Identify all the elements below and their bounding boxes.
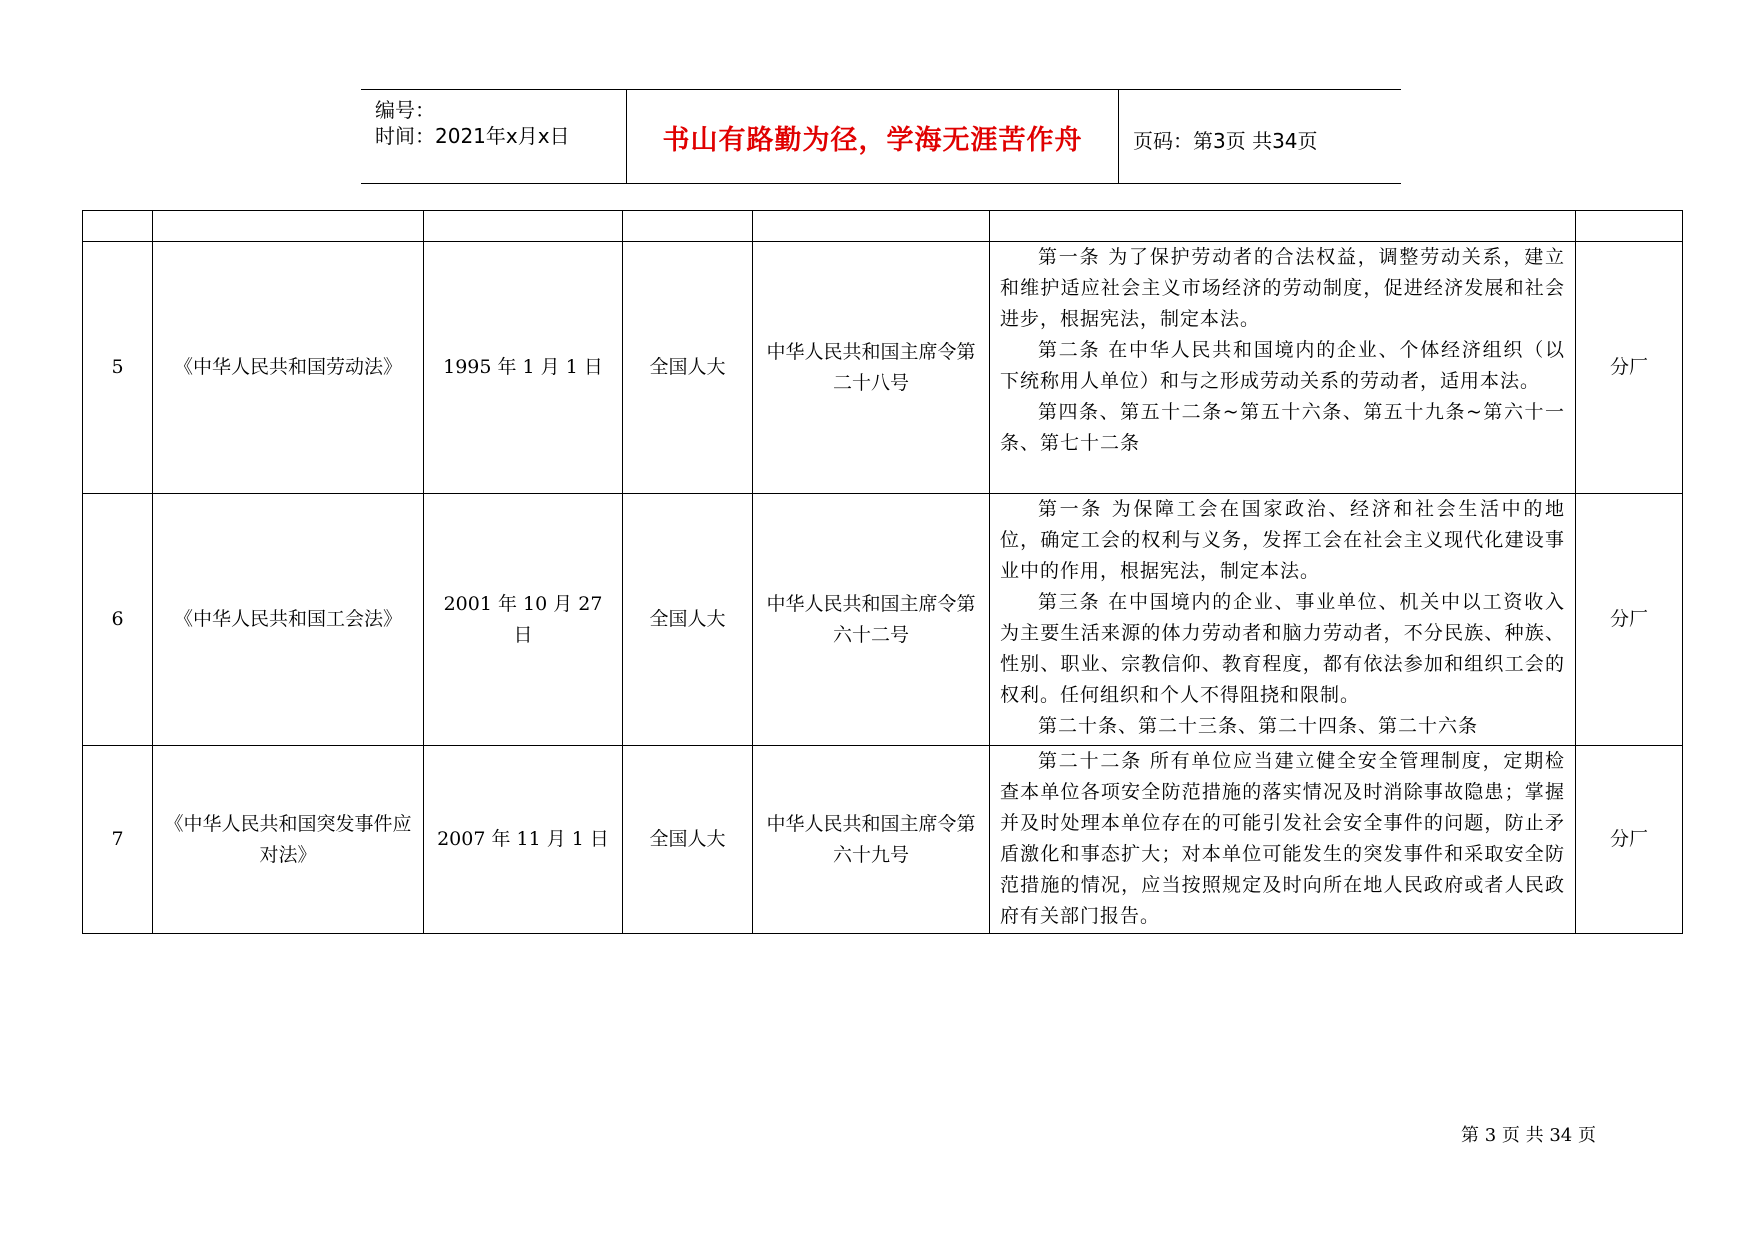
table-header-cell bbox=[153, 211, 424, 242]
table-header-cell bbox=[753, 211, 990, 242]
table-row bbox=[83, 746, 1683, 934]
clause-content bbox=[990, 494, 1576, 746]
header-slogan: 书山有路勤为径，学海无涯苦作舟 bbox=[662, 125, 1083, 156]
clause-paragraph: 第一条 为保障工会在国家政治、经济和社会生活中的地位，确定工会的权利与义务，发挥工会在社会主义现代化建设事业中的作用，根据宪法，制定本法。 bbox=[1000, 498, 1565, 582]
clause-content bbox=[990, 746, 1576, 934]
clause-paragraph: 第一条 为了保护劳动者的合法权益，调整劳动关系，建立和维护适应社会主义市场经济的劳动制度，促进经济发展和社会进步，根据宪法，制定本法。 bbox=[1000, 246, 1565, 330]
page-footer: 第 3 页 共 34 页 bbox=[1461, 1125, 1596, 1146]
applicable-department: 分厂 bbox=[1576, 494, 1683, 746]
applicable-department: 分厂 bbox=[1576, 242, 1683, 494]
clause-paragraph: 第二十条、第二十三条、第二十四条、第二十六条 bbox=[1038, 715, 1479, 737]
clause-paragraph: 第三条 在中国境内的企业、事业单位、机关中以工资收入为主要生活来源的体力劳动者和脑力劳动者，不分民族、种族、性别、职业、宗教信仰、教育程度，都有依法参加和组织工会的权利。任何组织和个人不得阻挠和限制。 bbox=[1000, 591, 1565, 706]
table-header-cell bbox=[1576, 211, 1683, 242]
decree-number: 中华人民共和国主席令第六十二号 bbox=[753, 494, 990, 746]
row-number: 7 bbox=[83, 746, 153, 934]
issuing-body: 全国人大 bbox=[623, 242, 753, 494]
table-header-cell bbox=[623, 211, 753, 242]
effective-date: 2007 年 11 月 1 日 bbox=[424, 746, 623, 934]
table-row bbox=[83, 494, 1683, 746]
table-header-cell bbox=[990, 211, 1576, 242]
law-name: 《中华人民共和国突发事件应对法》 bbox=[153, 746, 424, 934]
row-number: 5 bbox=[83, 242, 153, 494]
effective-date: 1995 年 1 月 1 日 bbox=[424, 242, 623, 494]
clause-paragraph: 第二十二条 所有单位应当建立健全安全管理制度，定期检查本单位各项安全防范措施的落实情况及时消除事故隐患；掌握并及时处理本单位存在的可能引发社会安全事件的问题，防止矛盾激化和事态扩大；对本单位可能发生的突发事件和采取安全防范措施的情况，应当按照规定及时向所在地人民政府或者人民政府有关部门报告。 bbox=[1000, 750, 1565, 927]
header-page-cell bbox=[1119, 90, 1401, 183]
table-header-cell bbox=[83, 211, 153, 242]
table-row bbox=[83, 242, 1683, 494]
table-header-row bbox=[83, 211, 1683, 242]
doc-number-label: 编号： bbox=[375, 98, 435, 122]
effective-date: 2001 年 10 月 27 日 bbox=[424, 494, 623, 746]
decree-number: 中华人民共和国主席令第二十八号 bbox=[753, 242, 990, 494]
regulations-table bbox=[82, 210, 1683, 934]
header-meta-cell bbox=[361, 90, 627, 183]
law-name: 《中华人民共和国劳动法》 bbox=[153, 242, 424, 494]
page-header bbox=[361, 89, 1401, 184]
doc-time-label: 时间：2021年x月x日 bbox=[375, 124, 570, 148]
table-header-cell bbox=[424, 211, 623, 242]
issuing-body: 全国人大 bbox=[623, 494, 753, 746]
row-number: 6 bbox=[83, 494, 153, 746]
applicable-department: 分厂 bbox=[1576, 746, 1683, 934]
header-page-info: 页码：第3页 共34页 bbox=[1133, 129, 1318, 153]
law-name: 《中华人民共和国工会法》 bbox=[153, 494, 424, 746]
header-slogan-cell bbox=[627, 90, 1119, 183]
issuing-body: 全国人大 bbox=[623, 746, 753, 934]
decree-number: 中华人民共和国主席令第六十九号 bbox=[753, 746, 990, 934]
clause-content bbox=[990, 242, 1576, 494]
clause-paragraph: 第二条 在中华人民共和国境内的企业、个体经济组织（以下统称用人单位）和与之形成劳动关系的劳动者，适用本法。 bbox=[1000, 339, 1565, 392]
clause-paragraph: 第四条、第五十二条~第五十六条、第五十九条~第六十一条、第七十二条 bbox=[1000, 401, 1565, 454]
